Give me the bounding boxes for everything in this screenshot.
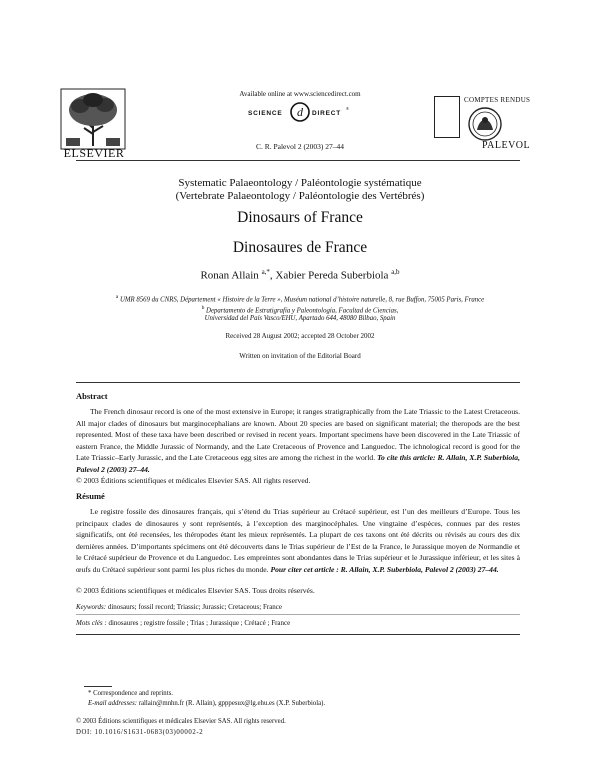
correspondence-footnote: * Correspondence and reprints. <box>88 690 173 697</box>
palevol-logo-text: PALEVOL <box>482 140 531 151</box>
resume-paragraph <box>76 506 520 576</box>
resume-heading: Résumé <box>76 491 105 501</box>
affiliation-b-line2: Universidad del País Vasco/EHU, Apartado 644, 48080 Bilbao, Spain <box>204 315 396 322</box>
bottom-copyright: © 2003 Éditions scientifiques et médicales Elsevier SAS. All rights reserved. <box>76 718 286 725</box>
email-footnote <box>88 700 325 707</box>
motscles-line <box>76 619 520 627</box>
abstract-paragraph <box>76 406 520 476</box>
affiliation-a-mark: a <box>115 294 119 300</box>
svg-text:DIRECT: DIRECT <box>312 110 341 117</box>
article-title-french: Dinosaures de France <box>232 239 368 256</box>
author-separator: , <box>269 269 276 282</box>
journal-citation: C. R. Palevol 2 (2003) 27–44 <box>255 142 345 151</box>
abstract-cite-text: To cite this article: R. Allain, X.P. Suberbiola, Palevol 2 (2003) 27–44. <box>76 453 520 474</box>
received-dates: Received 28 August 2002; accepted 28 October 2002 <box>225 332 375 340</box>
abstract-heading: Abstract <box>76 391 108 401</box>
author-list <box>0 268 600 282</box>
elsevier-tree-logo-icon <box>60 88 126 150</box>
affiliation-b <box>0 305 600 314</box>
email-label: E-mail addresses: <box>88 700 138 707</box>
keywords-line <box>76 603 520 611</box>
author-1-affiliation-mark: a,* <box>261 268 270 276</box>
article-title-english: Dinosaurs of France <box>237 209 363 226</box>
abstract-text: The French dinosaur record is one of the most extensive in Europe; it ranges stratigraphically from the Late Triassic to the Latest Cretaceous. All major clades of dinosaurs but marginocephalians are known. About 20 species are based on significant material; the theropods are the best represented. Most of these taxa have been described or revised in recent years. Important specimens have been discovered in the Late Triassic of eastern France, the Middle Jurassic of Normandy, and the Late Cretaceous of Provence and Languedoc. The ichnological record is good for the Late Triassic–Early Jurassic, and the Late Cretaceous egg sites are among the richest in the world. <box>76 407 520 463</box>
svg-text:d: d <box>297 105 303 119</box>
section-heading-line1: Systematic Palaeontology / Paléontologie systématique <box>178 177 422 189</box>
motscles-label: Mots clés : <box>76 619 107 627</box>
author-2-affiliation-mark: a,b <box>391 268 400 276</box>
svg-text:SCIENCE: SCIENCE <box>248 110 283 117</box>
affiliation-b-line1: Departamento de Estratigrafía y Paleontología, Facultad de Ciencias, <box>206 307 399 315</box>
keywords-text: dinosaurs; fossil record; Triassic; Jurassic; Cretaceous; France <box>106 603 283 611</box>
invitation-note: Written on invitation of the Editorial Board <box>239 352 361 360</box>
affiliation-a-text: UMR 8569 du CNRS, Département « Histoire de la Terre », Muséum national d’histoire naturelle, 8, rue Buffon, 75005 Paris, France <box>119 296 485 304</box>
abstract-bottom-rule <box>76 634 520 635</box>
academy-seal-icon <box>462 104 508 144</box>
comptes-rendus-box <box>434 96 460 138</box>
author-2-name[interactable]: Xabier Pereda Suberbiola <box>275 269 389 282</box>
footnote-rule <box>84 686 112 687</box>
resume-cite-text: Pour citer cet article : R. Allain, X.P. Suberbiola, Palevol 2 (2003) 27–44. <box>270 564 499 574</box>
svg-text:®: ® <box>346 106 349 111</box>
keywords-label: Keywords: <box>76 603 107 611</box>
publisher-name: ELSEVIER <box>63 146 125 160</box>
email-addresses[interactable]: rallain@mnhn.fr (R. Allain), gpppesux@lg.ehu.es (X.P. Suberbiola). <box>137 700 326 707</box>
section-heading-line2: (Vertebrate Palaeontology / Paléontologie des Vertébrés) <box>175 190 425 202</box>
abstract-copyright: © 2003 Éditions scientifiques et médicales Elsevier SAS. All rights reserved. <box>76 476 311 485</box>
resume-copyright: © 2003 Éditions scientifiques et médicales Elsevier SAS. Tous droits réservés. <box>76 586 315 595</box>
keywords-divider <box>76 614 520 615</box>
motscles-text: dinosaures ; registre fossile ; Trias ; Jurassique ; Crétacé ; France <box>106 619 291 627</box>
science-direct-logo-icon <box>246 100 354 124</box>
resume-text: Le registre fossile des dinosaures français, qui s’étend du Trias supérieur au Crétacé supérieur, est l’un des meilleurs d’Europe. Tous les principaux clades de dinosaures y sont représentés, à l’exception des marginocéphales. Une vingtaine d’espèces, connues par des restes significatifs, ont été recensées, les théropodes étant les mieux représentés. La plupart de ces taxons ont été décrits ou révisés au cours des dix dernières années. D’importants spécimens ont été découverts dans le Trias supérieur de l’Est de la France, le Jurassique moyen de Normandie et le Crétacé supérieur de Provence et du Languedoc. Les empreintes sont abondantes dans le Trias supérieur et le Jurassique inférieur, et les sites à œufs du Crétacé supérieur sont parmi les plus riches du monde. <box>76 507 520 574</box>
doi-line[interactable]: DOI: 10.1016/S1631-0683(03)00002-2 <box>76 729 204 736</box>
author-1-name[interactable]: Ronan Allain <box>200 269 259 282</box>
affiliation-b-mark: b <box>201 305 205 311</box>
abstract-top-rule <box>76 382 520 383</box>
header-divider <box>76 160 520 161</box>
comptes-rendus-title: COMPTES RENDUS <box>464 96 531 104</box>
affiliation-a <box>0 294 600 303</box>
available-online-text: Available online at www.sciencedirect.com <box>239 90 361 98</box>
